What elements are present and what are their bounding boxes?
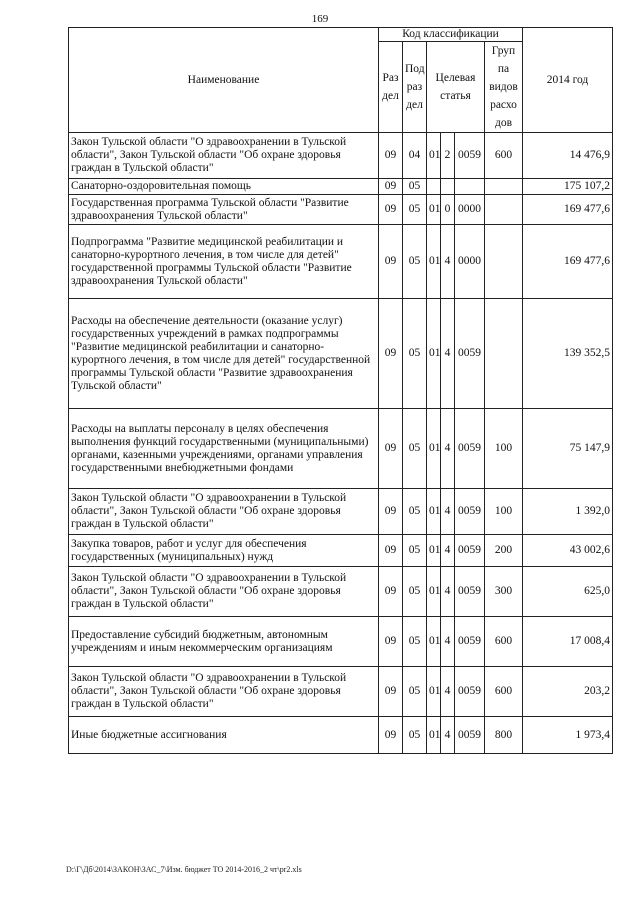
header-podrazdel-line: Под (405, 63, 425, 75)
row-name: Подпрограмма "Развитие медицинской реабилитации и санаторно-курортного лечения, в том числе для детей" государственной программы Тульской области "Развитие здравоохранения Тульской области" (69, 225, 379, 299)
footer-file-path: D:\Г\Дб\2014\ЗАКОН\ЗАС_7\Изм. бюджет ТО 2014-2016_2 чт\pr2.xls (66, 865, 302, 874)
header-razdel-line: Раз (382, 72, 399, 84)
header-year: 2014 год (523, 28, 613, 133)
row-razdel: 09 (379, 133, 403, 179)
row-target-2: 4 (441, 409, 455, 489)
row-amount: 139 352,5 (523, 299, 613, 409)
table-row (69, 667, 613, 717)
row-podrazdel: 05 (403, 299, 427, 409)
row-target-1: 01 (427, 535, 441, 567)
header-podrazdel-line: дел (406, 99, 423, 111)
row-target-2: 4 (441, 225, 455, 299)
row-amount: 169 477,6 (523, 195, 613, 225)
row-amount: 43 002,6 (523, 535, 613, 567)
row-expense-group: 300 (485, 567, 523, 617)
row-target-1: 01 (427, 617, 441, 667)
row-podrazdel: 05 (403, 667, 427, 717)
table-row (69, 489, 613, 535)
table-row (69, 179, 613, 195)
row-expense-group (485, 225, 523, 299)
row-razdel: 09 (379, 667, 403, 717)
row-razdel: 09 (379, 195, 403, 225)
row-target-2: 0 (441, 195, 455, 225)
row-expense-group: 200 (485, 535, 523, 567)
header-group-line: расхо (490, 99, 517, 111)
row-name: Закон Тульской области "О здравоохранении в Тульской области", Закон Тульской области "Об охране здоровья граждан в Тульской области" (69, 567, 379, 617)
header-group-line: дов (494, 117, 513, 129)
row-razdel: 09 (379, 299, 403, 409)
row-name: Расходы на обеспечение деятельности (оказание услуг) государственных учреждений в рамках подпрограммы "Развитие медицинской реабилитации и санаторно-курортного лечения, в том числе для детей" государственной программы Тульской области "Развитие здравоохранения Тульской области" (69, 299, 379, 409)
row-name: Закупка товаров, работ и услуг для обеспечения государственных (муниципальных) нужд (69, 535, 379, 567)
row-amount: 14 476,9 (523, 133, 613, 179)
header-expense-group (485, 42, 523, 133)
row-target-2: 4 (441, 489, 455, 535)
row-podrazdel: 05 (403, 195, 427, 225)
header-code-group: Код классификации (379, 28, 523, 42)
row-target-1: 01 (427, 717, 441, 754)
row-name: Закон Тульской области "О здравоохранении в Тульской области", Закон Тульской области "Об охране здоровья граждан в Тульской области" (69, 667, 379, 717)
table-row (69, 299, 613, 409)
row-name: Государственная программа Тульской области "Развитие здравоохранения Тульской области" (69, 195, 379, 225)
row-target-1: 01 (427, 225, 441, 299)
row-amount: 203,2 (523, 667, 613, 717)
table-row (69, 195, 613, 225)
row-amount: 625,0 (523, 567, 613, 617)
row-name: Иные бюджетные ассигнования (69, 717, 379, 754)
row-target-2: 4 (441, 535, 455, 567)
row-razdel: 09 (379, 567, 403, 617)
header-target-article (427, 42, 485, 133)
row-name: Расходы на выплаты персоналу в целях обеспечения выполнения функций государственными (муниципальными) органами, казенными учреждениями, органами управления государственными внебюджетными фондами (69, 409, 379, 489)
header-target-line: Целевая (435, 72, 476, 84)
row-amount: 1 392,0 (523, 489, 613, 535)
row-expense-group: 100 (485, 489, 523, 535)
row-expense-group: 600 (485, 133, 523, 179)
row-expense-group (485, 195, 523, 225)
row-target-3: 0000 (455, 225, 485, 299)
row-target-2: 4 (441, 717, 455, 754)
table-row (69, 617, 613, 667)
table-row (69, 225, 613, 299)
row-target-2: 4 (441, 667, 455, 717)
header-podrazdel (403, 42, 427, 133)
header-razdel (379, 42, 403, 133)
header-group-line: Груп (491, 45, 516, 57)
header-target-line: статья (440, 90, 471, 102)
row-razdel: 09 (379, 717, 403, 754)
row-razdel: 09 (379, 179, 403, 195)
row-target-1: 01 (427, 567, 441, 617)
row-podrazdel: 05 (403, 489, 427, 535)
row-podrazdel: 05 (403, 179, 427, 195)
row-name: Предоставление субсидий бюджетным, автономным учреждениям и иным некоммерческим организациям (69, 617, 379, 667)
header-podrazdel-line: раз (406, 81, 423, 93)
row-name: Санаторно-оздоровительная помощь (69, 179, 379, 195)
row-amount: 17 008,4 (523, 617, 613, 667)
row-target-3: 0059 (455, 133, 485, 179)
row-razdel: 09 (379, 225, 403, 299)
header-group-line: видов (489, 81, 518, 93)
row-target-1: 01 (427, 133, 441, 179)
row-podrazdel: 05 (403, 225, 427, 299)
row-target-3: 0059 (455, 717, 485, 754)
row-razdel: 09 (379, 535, 403, 567)
header-razdel-line: дел (382, 90, 399, 102)
row-expense-group: 800 (485, 717, 523, 754)
row-target-3 (455, 179, 485, 195)
table-header (69, 28, 613, 133)
row-target-3: 0000 (455, 195, 485, 225)
header-group-line: па (497, 63, 510, 75)
row-podrazdel: 05 (403, 717, 427, 754)
row-target-3: 0059 (455, 409, 485, 489)
row-amount: 175 107,2 (523, 179, 613, 195)
row-amount: 75 147,9 (523, 409, 613, 489)
row-razdel: 09 (379, 489, 403, 535)
table-row (69, 133, 613, 179)
row-target-1: 01 (427, 195, 441, 225)
row-razdel: 09 (379, 409, 403, 489)
row-target-3: 0059 (455, 489, 485, 535)
row-name: Закон Тульской области "О здравоохранении в Тульской области", Закон Тульской области "Об охране здоровья граждан в Тульской области" (69, 133, 379, 179)
row-target-2: 4 (441, 567, 455, 617)
page-number: 169 (311, 13, 329, 25)
table-row (69, 535, 613, 567)
table-row (69, 409, 613, 489)
budget-table (68, 27, 613, 754)
row-expense-group: 100 (485, 409, 523, 489)
header-name: Наименование (69, 28, 379, 133)
row-target-1: 01 (427, 667, 441, 717)
row-podrazdel: 05 (403, 535, 427, 567)
row-expense-group (485, 299, 523, 409)
row-target-2 (441, 179, 455, 195)
row-razdel: 09 (379, 617, 403, 667)
row-expense-group: 600 (485, 667, 523, 717)
row-target-1 (427, 179, 441, 195)
row-target-3: 0059 (455, 617, 485, 667)
row-target-3: 0059 (455, 299, 485, 409)
row-target-3: 0059 (455, 535, 485, 567)
row-target-3: 0059 (455, 567, 485, 617)
row-target-1: 01 (427, 299, 441, 409)
table-row (69, 717, 613, 754)
row-expense-group: 600 (485, 617, 523, 667)
row-podrazdel: 05 (403, 567, 427, 617)
row-podrazdel: 05 (403, 617, 427, 667)
row-target-2: 2 (441, 133, 455, 179)
row-target-1: 01 (427, 489, 441, 535)
row-name: Закон Тульской области "О здравоохранении в Тульской области", Закон Тульской области "Об охране здоровья граждан в Тульской области" (69, 489, 379, 535)
row-amount: 169 477,6 (523, 225, 613, 299)
table-body (69, 133, 613, 754)
row-amount: 1 973,4 (523, 717, 613, 754)
row-expense-group (485, 179, 523, 195)
row-target-1: 01 (427, 409, 441, 489)
row-target-3: 0059 (455, 667, 485, 717)
row-podrazdel: 05 (403, 409, 427, 489)
row-target-2: 4 (441, 617, 455, 667)
row-podrazdel: 04 (403, 133, 427, 179)
table-row (69, 567, 613, 617)
row-target-2: 4 (441, 299, 455, 409)
